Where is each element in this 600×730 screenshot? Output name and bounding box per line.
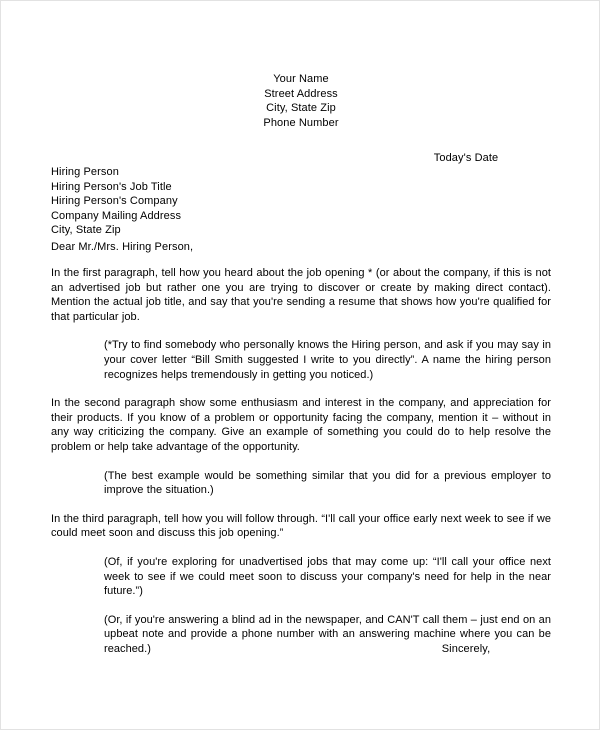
recipient-company: Hiring Person's Company [51, 195, 178, 208]
sender-address-block [201, 72, 401, 130]
recipient-mailing-address: Company Mailing Address [51, 209, 182, 222]
letter-body [51, 266, 551, 656]
salutation-line: Dear Mr./Mrs. Hiring Person, [51, 241, 194, 253]
recipient-job-title: Hiring Person's Job Title [51, 180, 172, 193]
sender-name: Your Name [273, 73, 329, 85]
sender-street-address: Street Address [264, 87, 338, 100]
closing-line: Sincerely, [441, 643, 491, 655]
recipient-city-state-zip: City, State Zip [51, 224, 121, 237]
body-paragraph-first: In the first paragraph, tell how you heard about the job opening * (or about the company, if this is not an advertised job but rather one you are trying to discover or create by making direct contact). Mention the actual job title, and say that you're sending a resume that shows how you're qualified for that particular job. [51, 267, 551, 323]
body-paragraph-third: In the third paragraph, tell how you will follow through. “I'll call your office early next week to see if we could meet soon and discuss this job opening.” [51, 512, 551, 540]
body-note-blind-ad: (Or, if you're answering a blind ad in the newspaper, and CAN'T call them – just end on an upbeat note and provide a phone number with an answering machine where you can be reached.) [104, 613, 551, 655]
body-note-hiring-contact: (*Try to find somebody who personally knows the Hiring person, and ask if you may say in your cover letter “Bill Smith suggested I write to you directly”. A name the hiring person recognizes helps tremendously in getting you noticed.) [104, 339, 551, 381]
letter-content-area [51, 1, 551, 730]
letter-date: Today's Date [433, 152, 499, 164]
sender-phone-number: Phone Number [263, 116, 339, 129]
sender-city-state-zip: City, State Zip [266, 102, 336, 115]
body-paragraph-second: In the second paragraph show some enthusiasm and interest in the company, and appreciation for their products. If you know of a problem or opportunity facing the company, mention it – without in any way criticizing the company. Give an example of something you could do to help resolve the problem or help take advantage of the opportunity. [51, 397, 551, 453]
body-note-best-example: (The best example would be something similar that you did for a previous employer to improve the situation.) [104, 469, 551, 497]
recipient-address-block [51, 165, 481, 238]
recipient-name: Hiring Person [51, 166, 119, 178]
body-note-unadvertised-jobs: (Of, if you're exploring for unadvertised jobs that may come up: “I'll call your office next week to see if we could meet soon to discuss your company's need for help in the near future.”) [104, 555, 551, 598]
